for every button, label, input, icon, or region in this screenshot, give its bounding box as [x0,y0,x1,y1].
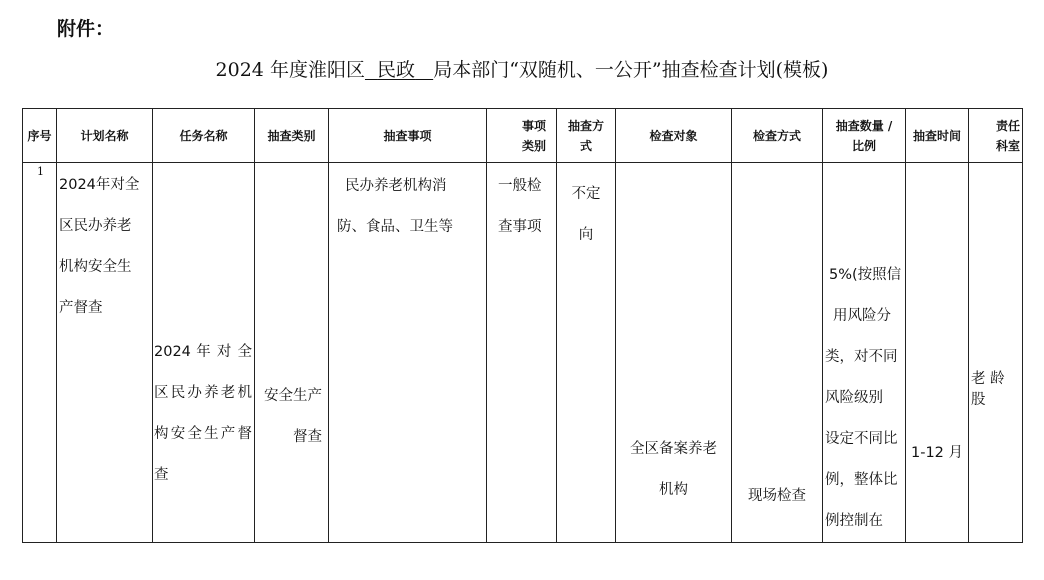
cell-time: 1-12 月 [906,163,969,543]
col-header-category: 抽查类别 [255,109,329,163]
cell-quantity: 5%(按照信 用风险分 类，对不同 风险级别 设定不同比 例，整体比 例控制在 [823,163,906,543]
col-header-dept: 责任 科室 [969,109,1023,163]
table-header-row [23,109,1023,163]
cell-dept: 老 龄 股 [969,163,1023,543]
cell-plan-name: 2024年对全 区民办养老 机构安全生 产督查 [57,163,153,543]
col-header-quantity: 抽查数量 / 比例 [823,109,906,163]
col-header-seq: 序号 [23,109,57,163]
inspection-plan-table [22,108,1023,543]
col-header-method: 抽查方 式 [557,109,616,163]
title-suffix: 局本部门“双随机、一公开”抽查检查计划(模板) [433,59,829,81]
cell-items: 民办养老机构消 防、食品、卫生等 [329,163,487,543]
col-header-plan-name: 计划名称 [57,109,153,163]
cell-inspect-method: 现场检查 [732,163,823,543]
col-header-task-name: 任务名称 [153,109,255,163]
cell-target: 全区备案养老 机构 [616,163,732,543]
cell-method: 不定 向 [557,163,616,543]
col-header-target: 检查对象 [616,109,732,163]
col-header-inspect-method: 检查方式 [732,109,823,163]
page-title [0,55,1044,82]
cell-seq: 1 [23,163,57,543]
col-header-item-type: 事项 类别 [487,109,557,163]
col-header-items: 抽查事项 [329,109,487,163]
cell-task-name: 2024 年 对 全 区民办养老机 构安全生产督 查 [153,163,255,543]
table-row [23,163,1023,543]
col-header-time: 抽查时间 [906,109,969,163]
title-prefix: 2024 年度淮阳区 [215,59,365,81]
title-department: 民政 [377,59,416,81]
cell-item-type: 一般检 查事项 [487,163,557,543]
attachment-label: 附件： [57,18,115,40]
cell-category: 安全生产 督查 [255,163,329,543]
